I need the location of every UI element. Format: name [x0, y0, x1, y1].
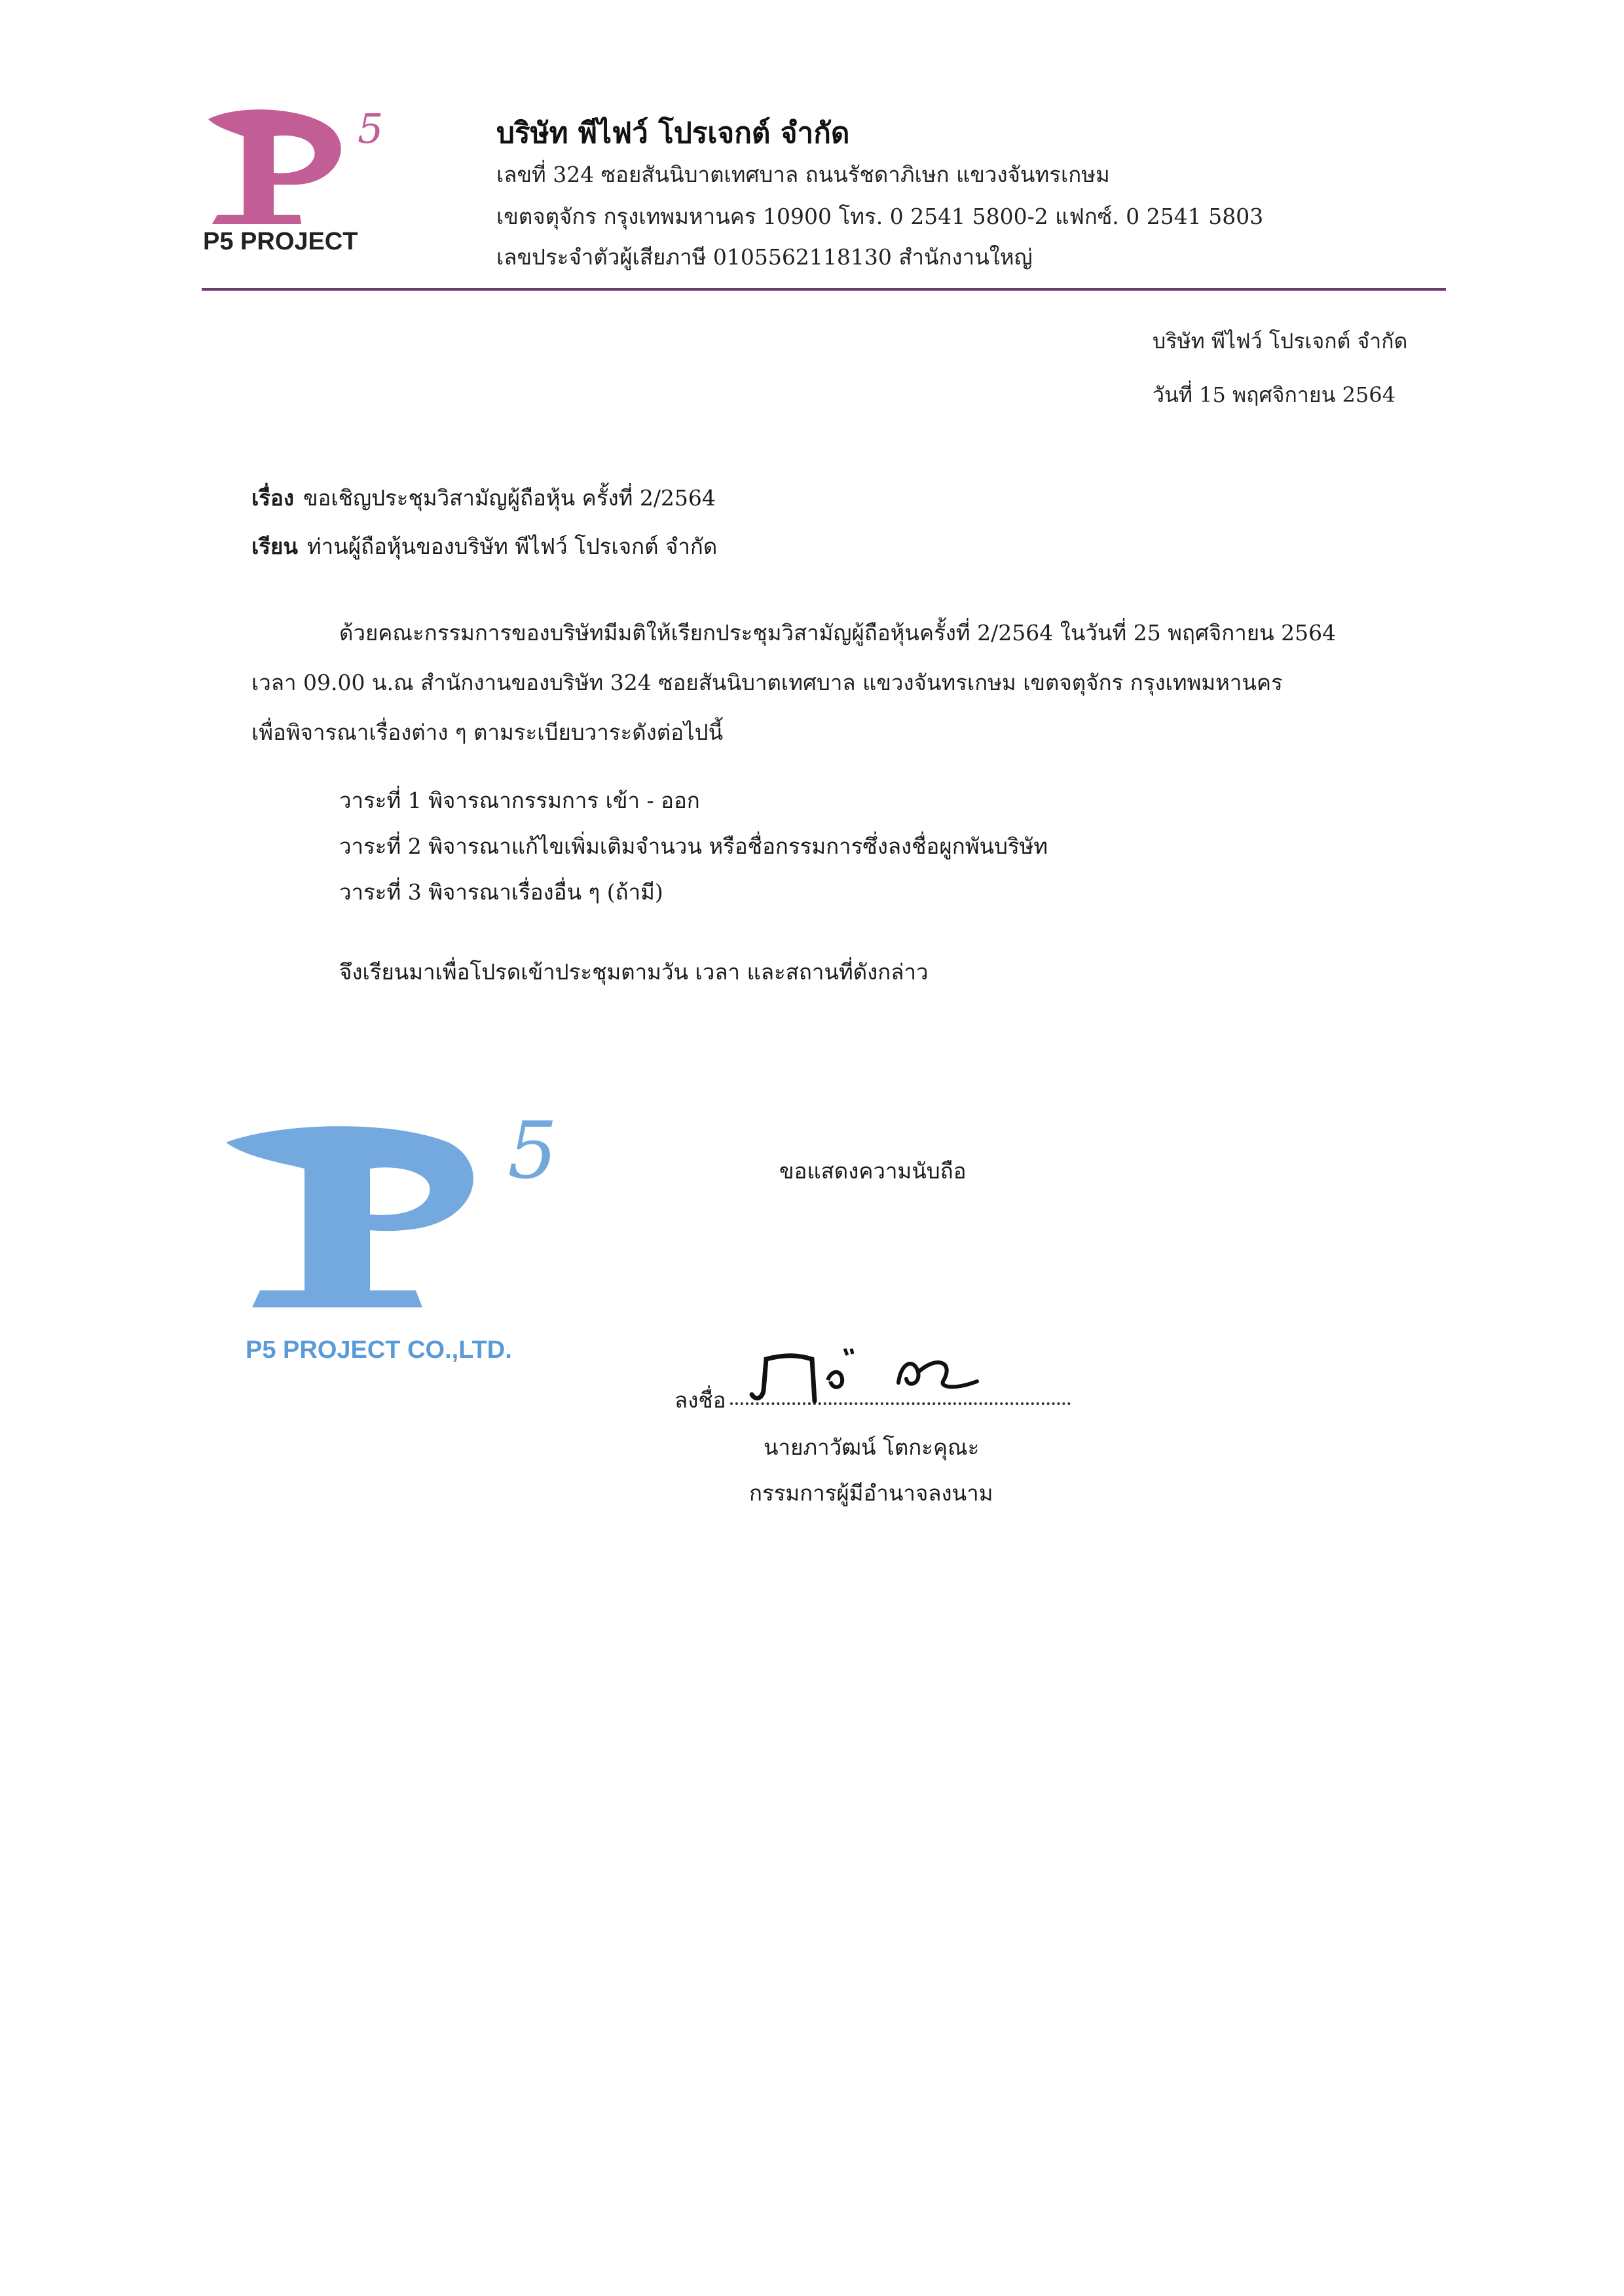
recipient-text: ท่านผู้ถือหุ้นของบริษัท พีไฟว์ โปรเจกต์ จำกัด [306, 534, 718, 559]
recipient-label: เรียน [251, 534, 298, 559]
agenda-item-2: วาระที่ 2 พิจารณาแก้ไขเพิ่มเติมจำนวน หรือชื่อกรรมการซึ่งลงชื่อผูกพันบริษัท [339, 833, 1048, 859]
agenda-item-3: วาระที่ 3 พิจารณาเรื่องอื่น ๆ (ถ้ามี) [339, 879, 663, 905]
closing-text: จึงเรียนมาเพื่อโปรดเข้าประชุมตามวัน เวลา และสถานที่ดังกล่าว [339, 959, 929, 985]
logo-sup: 5 [358, 105, 384, 153]
address-line-1: เลขที่ 324 ซอยสันนิบาตเทศบาล ถนนรัชดาภิเษก แขวงจันทรเกษม [496, 162, 1110, 187]
body-line-1: ด้วยคณะกรรมการของบริษัทมีมติให้เรียกประชุมวิสามัญผู้ถือหุ้นครั้งที่ 2/2564 ในวันที่ 25 พฤศจิกายน 2564 [339, 620, 1337, 646]
company-name: บริษัท พีไฟว์ โปรเจกต์ จำกัด [496, 117, 850, 150]
letter-date: วันที่ 15 พฤศจิกายน 2564 [1153, 382, 1396, 407]
header-divider [202, 288, 1446, 291]
body-line-2: เวลา 09.00 น.ณ สำนักงานของบริษัท 324 ซอยสันนิบาตเทศบาล แขวงจันทรเกษม เขตจตุจักร กรุงเทพมหานคร [251, 670, 1283, 695]
signer-name: นายภาวัฒน์ โตกะคุณะ [764, 1434, 980, 1460]
company-stamp [226, 1106, 593, 1391]
regards-text: ขอแสดงความนับถือ [779, 1158, 967, 1184]
sender-name: บริษัท พีไฟว์ โปรเจกต์ จำกัด [1153, 329, 1408, 354]
address-line-2: เขตจตุจักร กรุงเทพมหานคร 10900 โทร. 0 2541 5800-2 แฟกซ์. 0 2541 5803 [496, 204, 1264, 229]
subject-line [251, 481, 716, 515]
company-logo [196, 105, 393, 262]
stamp-sup: 5 [507, 1106, 558, 1197]
sign-label: ลงชื่อ [674, 1387, 726, 1413]
stamp-text: P5 PROJECT CO.,LTD. [246, 1336, 512, 1364]
subject-label: เรื่อง [251, 485, 294, 511]
body-line-3: เพื่อพิจารณาเรื่องต่าง ๆ ตามระเบียบวาระดังต่อไปนี้ [251, 720, 724, 745]
logo-text: P5 PROJECT [203, 228, 358, 255]
handwritten-signature [747, 1336, 982, 1414]
recipient-line [251, 529, 717, 564]
tax-id-line: เลขประจำตัวผู้เสียภาษี 0105562118130 สำนักงานใหญ่ [496, 244, 1033, 270]
subject-text: ขอเชิญประชุมวิสามัญผู้ถือหุ้น ครั้งที่ 2/2564 [303, 485, 716, 511]
agenda-item-1: วาระที่ 1 พิจารณากรรมการ เข้า - ออก [339, 788, 700, 813]
signer-title: กรรมการผู้มีอำนาจลงนาม [749, 1480, 993, 1506]
